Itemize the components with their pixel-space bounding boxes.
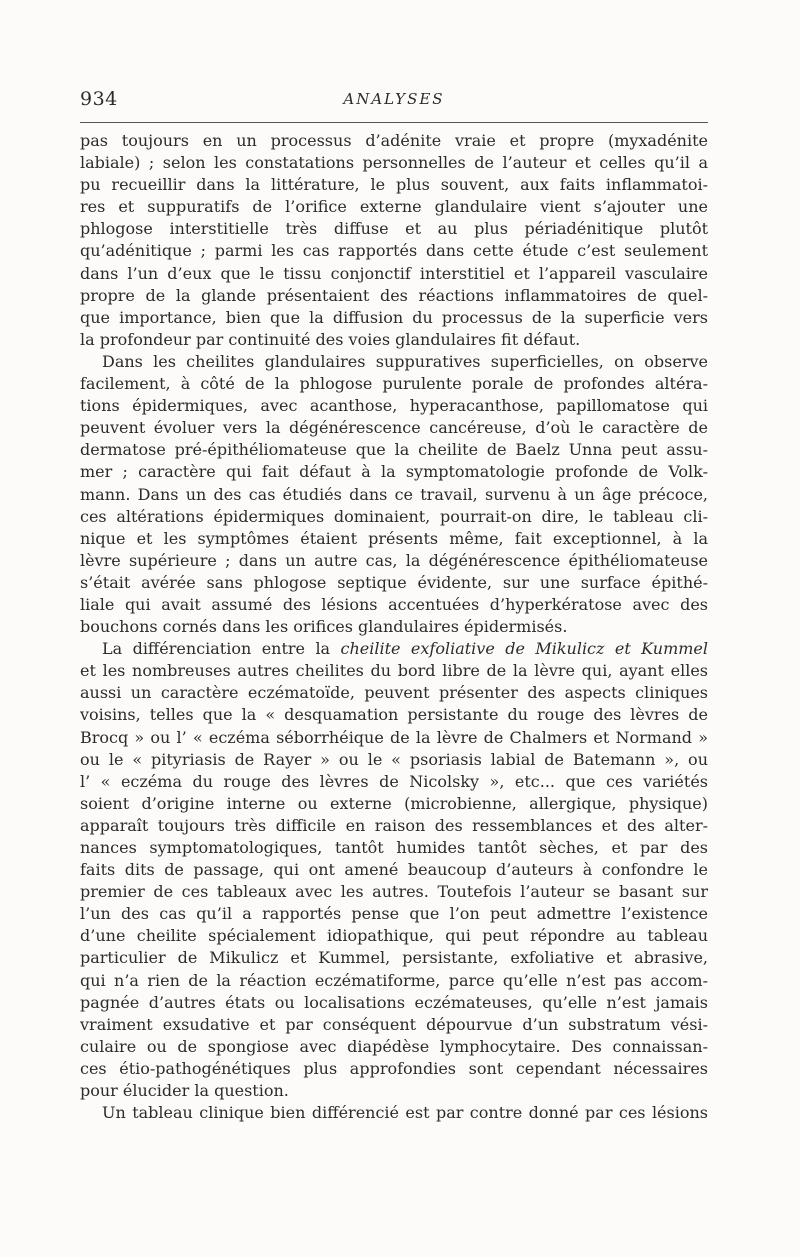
text-line: peuvent évoluer vers la dégénérescence cancéreuse, d’où le caractère de xyxy=(80,418,708,438)
text-line: nique et les symptômes étaient présents même, fait exceptionnel, à la xyxy=(80,528,708,548)
text-line: tions épidermiques, avec acanthose, hyperacanthose, papillomatose qui xyxy=(80,396,708,416)
text-line: res et suppuratifs de l’orifice externe glandulaire vient s’ajouter une xyxy=(80,197,708,217)
body-text xyxy=(80,130,708,1124)
text-line: phlogose interstitielle très diffuse et au plus périadénitique plutôt xyxy=(80,219,708,239)
text-line: particulier de Mikulicz et Kummel, persistante, exfoliative et abrasive, xyxy=(80,948,708,968)
text-line: labiale) ; selon les constatations personnelles de l’auteur et celles qu’il a xyxy=(80,153,708,173)
header-rule xyxy=(80,122,708,123)
running-head: ANALYSES xyxy=(343,90,445,108)
text-line: nances symptomatologiques, tantôt humides tantôt sèches, et par des xyxy=(80,838,708,857)
text-line: la profondeur par continuité des voies glandulaires fit défaut. xyxy=(80,329,581,349)
text-line: dans l’un d’eux que le tissu conjonctif interstitiel et l’appareil vasculaire xyxy=(80,263,708,283)
text-line: Brocq » ou l’ « eczéma séborrhéique de la lèvre de Chalmers et Normand » xyxy=(80,727,708,747)
text-line: liale qui avait assumé des lésions accentuées d’hyperkératose avec des xyxy=(80,594,708,614)
page-number: 934 xyxy=(80,88,118,110)
text-line: pour élucider la question. xyxy=(80,1081,289,1101)
text-line: ces étio-pathogénétiques plus approfondies sont cependant nécessaires xyxy=(80,1058,708,1078)
text-line: propre de la glande présentaient des réactions inflammatoires de quel- xyxy=(80,285,708,305)
text-line: lèvre supérieure ; dans un autre cas, la dégénérescence épithéliomateuse xyxy=(80,550,708,570)
paragraph-3 xyxy=(80,638,708,1102)
paragraph-2 xyxy=(80,351,708,638)
text-line: pas toujours en un processus d’adénite vraie et propre (myxadénite xyxy=(80,131,708,150)
text-line: soient d’origine interne ou externe (microbienne, allergique, physique) xyxy=(80,793,708,813)
text-line: Dans les cheilites glandulaires suppuratives superficielles, on observe xyxy=(102,351,708,371)
text-line: d’une cheilite spécialement idiopathique, qui peut répondre au tableau xyxy=(80,926,708,946)
text-line: premier de ces tableaux avec les autres. Toutefois l’auteur se basant sur xyxy=(80,882,708,902)
text-line: facilement, à côté de la phlogose purulente porale de profondes altéra- xyxy=(80,374,708,394)
text-line: mer ; caractère qui fait défaut à la symptomatologie profonde de Volk- xyxy=(80,462,708,482)
text-line: Un tableau clinique bien différencié est par contre donné par ces lésions xyxy=(102,1103,708,1123)
text-span: La différenciation entre la xyxy=(102,639,341,659)
text-line: vraiment exsudative et par conséquent dépourvue d’un substratum vési- xyxy=(80,1014,708,1034)
text-line xyxy=(80,638,708,660)
text-line: et les nombreuses autres cheilites du bord libre de la lèvre qui, ayant elles xyxy=(80,661,708,681)
text-line: pagnée d’autres états ou localisations eczémateuses, qu’elle n’est jamais xyxy=(80,992,708,1012)
text-line: faits dits de passage, qui ont amené beaucoup d’auteurs à confondre le xyxy=(80,860,708,880)
paragraph-4 xyxy=(80,1102,708,1124)
italic-title: cheilite exfoliative de Mikulicz et Kummel xyxy=(340,639,708,659)
text-line: aussi un caractère eczématoïde, peuvent présenter des aspects cliniques xyxy=(80,683,708,703)
text-line: apparaît toujours très difficile en raison des ressemblances et des alter- xyxy=(80,815,708,835)
text-line: culaire ou de spongiose avec diapédèse lymphocytaire. Des connaissan- xyxy=(80,1036,708,1056)
text-line: s’était avérée sans phlogose septique évidente, sur une surface épithé- xyxy=(80,572,708,592)
text-line: que importance, bien que la diffusion du processus de la superficie vers xyxy=(80,307,708,327)
text-line: mann. Dans un des cas étudiés dans ce travail, survenu à un âge précoce, xyxy=(80,484,708,504)
text-line: bouchons cornés dans les orifices glandulaires épidermisés. xyxy=(80,617,568,637)
text-line: qui n’a rien de la réaction eczématiforme, parce qu’elle n’est pas accom- xyxy=(80,970,708,990)
text-line: ces altérations épidermiques dominaient, pourrait-on dire, le tableau cli- xyxy=(80,506,708,526)
text-line: l’ « eczéma du rouge des lèvres de Nicolsky », etc... que ces variétés xyxy=(80,771,708,791)
text-line: l’un des cas qu’il a rapportés pense que l’on peut admettre l’existence xyxy=(80,904,708,924)
text-line: qu’adénitique ; parmi les cas rapportés dans cette étude c’est seulement xyxy=(80,241,708,261)
text-line: pu recueillir dans la littérature, le plus souvent, aux faits inflammatoi- xyxy=(80,175,708,195)
page-header xyxy=(80,88,708,114)
text-line: dermatose pré-épithéliomateuse que la cheilite de Baelz Unna peut assu- xyxy=(80,440,708,460)
text-line: voisins, telles que la « desquamation persistante du rouge des lèvres de xyxy=(80,705,708,725)
text-line: ou le « pityriasis de Rayer » ou le « psoriasis labial de Batemann », ou xyxy=(80,749,708,769)
paragraph-1 xyxy=(80,130,708,351)
